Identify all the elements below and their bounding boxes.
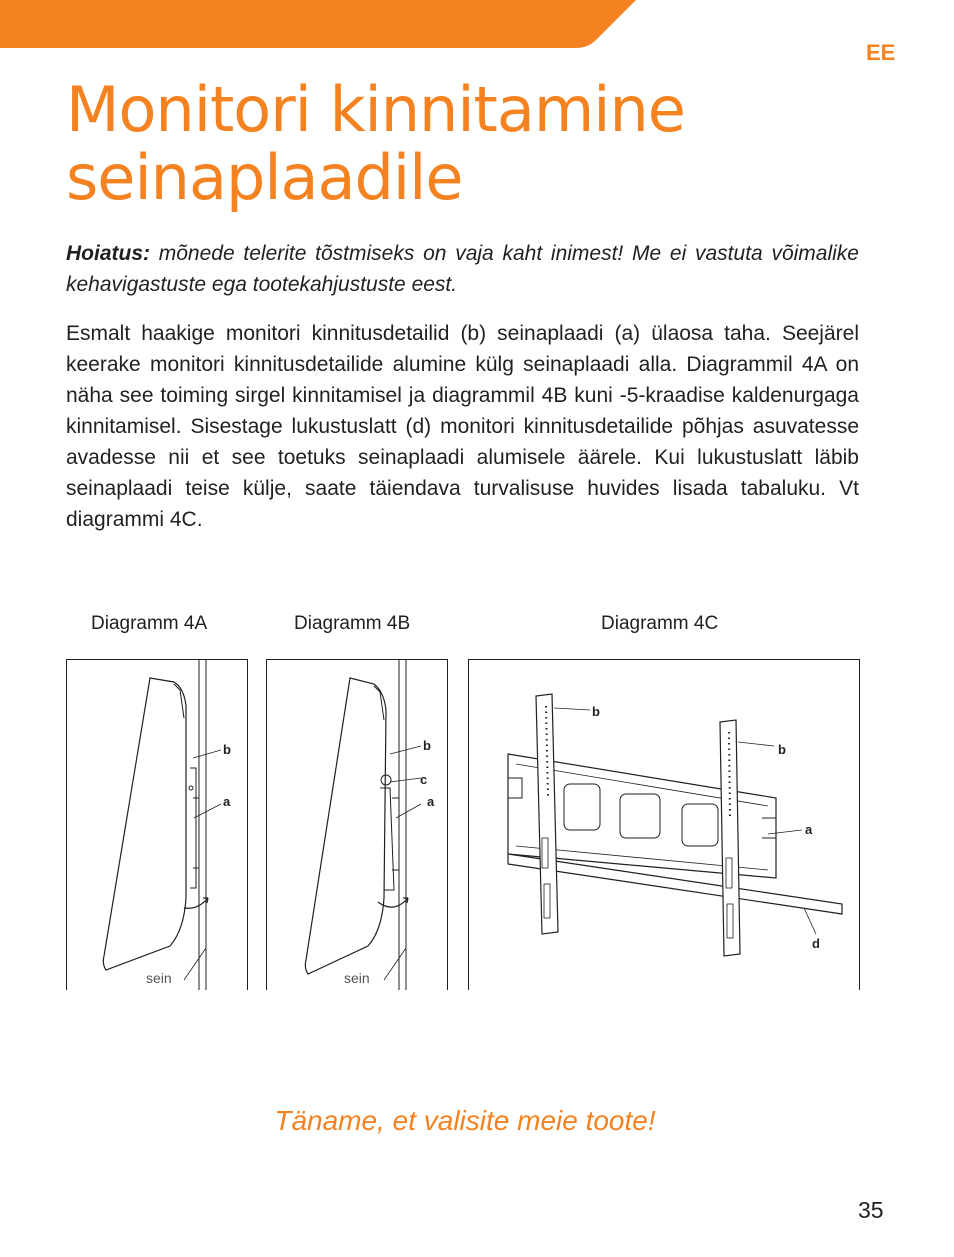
language-code: EE (866, 40, 896, 65)
diagram-4c-label-d: d (812, 936, 820, 951)
page-title (66, 73, 886, 214)
diagram-4a-label-b: b (223, 742, 231, 757)
diagram-4a-wall-label: sein (146, 970, 172, 986)
diagram-4c-title: Diagramm 4C (601, 613, 719, 634)
page-title-line2: seinaplaadile (66, 141, 463, 214)
diagram-4c-label-a: a (805, 822, 813, 837)
instructions-paragraph: Esmalt haakige monitori kinnitusdetailid (b) seinaplaadi (a) ülaosa taha. Seejärel keerake monitori kinnitusdetailide alumine külg seinaplaadi alla. Diagrammil 4A on näha see toiming sirgel kinnitamisel ja diagrammil 4B kuni -5-kraadise kaldenurgaga kinnitamisel. Sisestage lukustuslatt (d) monitori kinnitusdetailide põhjas asuvatesse avadesse nii et see toetuks seinaplaadi alumisele äärele. Kui lukustuslatt läbib seinaplaadi teise külje, saate täiendava turvalisuse huvides lisada tabaluku. Vt diagrammi 4C. (66, 322, 859, 531)
diagram-4c-label-b2: b (778, 742, 786, 757)
diagram-4b-label-b: b (423, 738, 431, 753)
page-number: 35 (858, 1197, 884, 1223)
warning-paragraph (66, 238, 859, 300)
diagram-4b-wall-label: sein (344, 970, 370, 986)
diagram-4a (66, 658, 249, 990)
diagram-4a-label-a: a (223, 794, 231, 809)
diagram-4c (468, 658, 861, 990)
diagram-4b (266, 658, 449, 990)
warning-text: mõnede telerite tõstmiseks on vaja kaht inimest! Me ei vastuta võimalike kehavigastuste ega tootekahjustuste eest. (66, 242, 859, 296)
diagram-4c-label-b1: b (592, 704, 600, 719)
page-title-line1: Monitori kinnitamine (66, 73, 685, 146)
diagram-4b-title: Diagramm 4B (294, 613, 411, 634)
diagram-4a-title: Diagramm 4A (91, 613, 208, 634)
thank-you-message: Täname, et valisite meie toote! (274, 1105, 656, 1136)
warning-label: Hoiatus: (66, 242, 150, 265)
diagram-4b-label-c: c (420, 772, 428, 787)
header-accent-bar (0, 0, 640, 50)
diagram-4b-label-a: a (427, 794, 435, 809)
